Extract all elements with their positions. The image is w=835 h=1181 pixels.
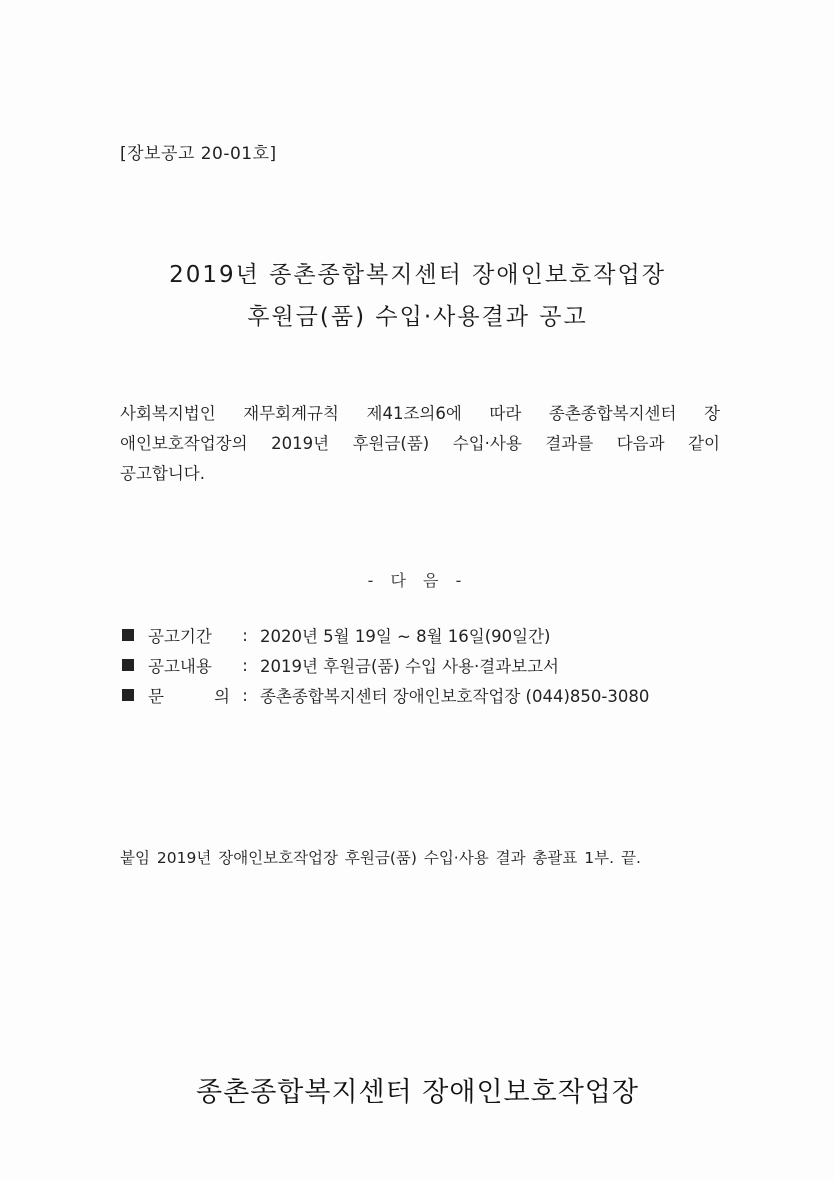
info-row-inquiry xyxy=(122,680,649,710)
square-bullet-icon xyxy=(122,629,134,641)
info-colon: : xyxy=(242,625,248,645)
intro-line-2: 애인보호작업장의 2019년 후원금(품) 수입·사용 결과를 다음과 같이 xyxy=(120,434,720,453)
info-label: 공고기간 xyxy=(148,627,212,646)
intro-line-1: 사회복지법인 재무회계규칙 제41조의6에 따라 종촌종합복지센터 장 xyxy=(120,404,720,423)
info-value: 2020년 5월 19일 ~ 8월 16일(90일간) xyxy=(260,627,551,646)
square-bullet-icon xyxy=(122,689,134,701)
organization-signature: 종촌종합복지센터 장애인보호작업장 xyxy=(196,1077,639,1108)
info-value: 종촌종합복지센터 장애인보호작업장 (044)850-3080 xyxy=(260,687,650,706)
section-heading: - 다 음 - xyxy=(367,571,468,590)
info-row-period xyxy=(122,620,649,650)
square-bullet-icon xyxy=(122,659,134,671)
attachment-note: 붙임 2019년 장애인보호작업장 후원금(품) 수입·사용 결과 총괄표 1부. 끝. xyxy=(120,849,641,867)
info-value: 2019년 후원금(품) 수입 사용·결과보고서 xyxy=(260,657,559,676)
document-title-line-2: 후원금(품) 수입·사용결과 공고 xyxy=(247,304,588,330)
info-label: 문 의 xyxy=(148,687,230,706)
info-list xyxy=(122,620,649,710)
info-label: 공고내용 xyxy=(148,657,212,676)
info-colon: : xyxy=(242,685,248,705)
intro-line-3: 공고합니다. xyxy=(120,464,205,483)
info-colon: : xyxy=(242,655,248,675)
intro-paragraph xyxy=(120,399,720,489)
info-row-content xyxy=(122,650,649,680)
notice-number: [장보공고 20-01호] xyxy=(120,144,277,164)
document-title-line-1: 2019년 종촌종합복지센터 장애인보호작업장 xyxy=(169,262,666,288)
